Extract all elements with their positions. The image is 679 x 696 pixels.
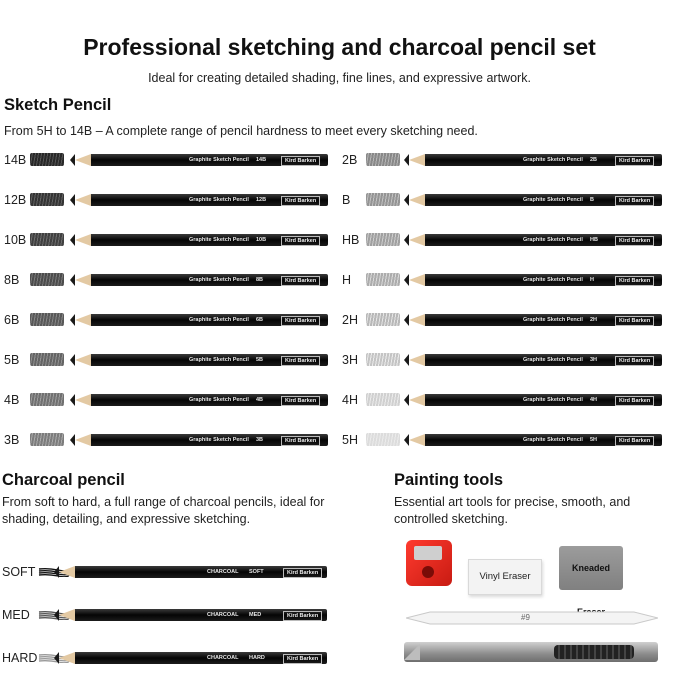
sketch-pencil-brand: Kird Barken [615, 316, 654, 326]
sketch-pencil-name: Graphite Sketch Pencil [189, 157, 249, 163]
sketch-pencil-barrel [91, 274, 328, 286]
blending-stump-shape [406, 610, 658, 626]
sketch-pencil-brand: Kird Barken [281, 236, 320, 246]
sketch-pencil-barrel [425, 394, 662, 406]
sketch-pencil-grade-print: 3H [590, 357, 598, 363]
pencil-shade-swatch [30, 193, 64, 206]
pencil-shade-swatch [366, 193, 400, 206]
sketch-pencil-barrel [425, 434, 662, 446]
sketch-pencil [404, 194, 662, 206]
sketch-pencil-name: Graphite Sketch Pencil [523, 277, 583, 283]
sketch-pencil-brand: Kird Barken [615, 356, 654, 366]
sketch-pencil-barrel [425, 194, 662, 206]
sketch-pencil-name: Graphite Sketch Pencil [189, 277, 249, 283]
sketch-pencil-barrel [91, 234, 328, 246]
pencil-grade-label: 3B [4, 433, 20, 447]
sketch-pencil [404, 434, 662, 446]
sketch-pencil-wood [409, 154, 425, 166]
charcoal-pencil-brand: Kird Barken [283, 568, 322, 578]
sketch-pencil-brand: Kird Barken [281, 396, 320, 406]
pencil-shade-swatch [30, 393, 64, 406]
sketch-pencil-wood [75, 234, 91, 246]
sketch-pencil-wood [75, 394, 91, 406]
sketch-pencil-name: Graphite Sketch Pencil [523, 357, 583, 363]
sketch-pencil-barrel [425, 274, 662, 286]
sketch-pencil-wood [409, 274, 425, 286]
sketch-pencil-grade-print: 3B [256, 437, 264, 443]
pencil-shade-swatch [30, 353, 64, 366]
sketch-pencil-grade-print: B [590, 197, 594, 203]
sketch-pencil-wood [409, 394, 425, 406]
sketch-pencil-name: Graphite Sketch Pencil [523, 197, 583, 203]
sketch-pencil [404, 354, 662, 366]
sketch-pencil [404, 314, 662, 326]
vinyl-eraser: Vinyl Eraser [468, 559, 542, 595]
pencil-shade-swatch [366, 393, 400, 406]
sharpener-hole [422, 566, 434, 578]
pencil-grade-label: 2B [342, 153, 358, 167]
pencil-shade-swatch [30, 313, 64, 326]
sketch-pencil-barrel [91, 314, 328, 326]
charcoal-pencil-wood [59, 652, 75, 664]
pencil-grade-label: 6B [4, 313, 20, 327]
sketch-pencil-name: Graphite Sketch Pencil [189, 357, 249, 363]
sketch-pencil-brand: Kird Barken [615, 396, 654, 406]
pencil-shade-swatch [366, 433, 400, 446]
utility-knife-blade [404, 644, 420, 660]
sketch-pencil-name: Graphite Sketch Pencil [189, 197, 249, 203]
tools-description-line-1: Essential art tools for precise, smooth, and [394, 495, 631, 509]
pencil-shade-swatch [366, 233, 400, 246]
sketch-pencil-name: Graphite Sketch Pencil [189, 397, 249, 403]
sketch-pencil-wood [409, 354, 425, 366]
pencil-grade-label: HB [342, 233, 360, 247]
charcoal-description-line-2: shading, detailing, and expressive sketching. [2, 512, 251, 526]
sketch-pencil-grade-print: 12B [256, 197, 267, 203]
sketch-pencil [404, 154, 662, 166]
charcoal-pencil-barrel [75, 652, 327, 664]
tools-section-title: Painting tools [394, 471, 504, 489]
sketch-pencil-wood [75, 194, 91, 206]
sketch-pencil-grade-print: 4B [256, 397, 264, 403]
pencil-grade-label: B [342, 193, 351, 207]
charcoal-section-title: Charcoal pencil [2, 471, 125, 489]
sketch-pencil-barrel [91, 394, 328, 406]
sketch-pencil-grade-print: 6B [256, 317, 264, 323]
sketch-pencil [70, 154, 328, 166]
sketch-pencil-name: Graphite Sketch Pencil [523, 157, 583, 163]
pencil-grade-label: 8B [4, 273, 20, 287]
sketch-pencil-grade-print: 14B [256, 157, 267, 163]
blending-stump [406, 610, 658, 626]
sketch-pencil-wood [409, 194, 425, 206]
sketch-pencil-grade-print: HB [590, 237, 598, 243]
pencil-grade-label: H [342, 273, 352, 287]
sketch-pencil-wood [75, 354, 91, 366]
sketch-pencil-brand: Kird Barken [281, 356, 320, 366]
charcoal-pencil [54, 566, 327, 578]
tools-description-line-2: controlled sketching. [394, 512, 508, 526]
sketch-pencil-barrel [425, 314, 662, 326]
sketch-pencil [404, 274, 662, 286]
sketch-pencil [70, 394, 328, 406]
sketch-pencil-brand: Kird Barken [615, 196, 654, 206]
sketch-pencil-wood [75, 274, 91, 286]
sketch-pencil-wood [75, 154, 91, 166]
sketch-pencil-wood [409, 434, 425, 446]
charcoal-pencil-grade-print: MED [249, 612, 262, 618]
charcoal-pencil-wood [59, 609, 75, 621]
pencil-shade-swatch [30, 233, 64, 246]
sketch-pencil-name: Graphite Sketch Pencil [523, 237, 583, 243]
charcoal-grade-label: SOFT [2, 565, 36, 579]
sharpener-blade [414, 546, 442, 560]
sketch-pencil-name: Graphite Sketch Pencil [523, 317, 583, 323]
sketch-section-description: From 5H to 14B – A complete range of pencil hardness to meet every sketching need. [4, 124, 478, 138]
pencil-grade-label: 3H [342, 353, 358, 367]
charcoal-pencil [54, 609, 327, 621]
sketch-pencil-grade-print: 2H [590, 317, 598, 323]
pencil-grade-label: 5H [342, 433, 358, 447]
sketch-pencil-brand: Kird Barken [615, 236, 654, 246]
sketch-pencil-barrel [91, 194, 328, 206]
charcoal-description-line-1: From soft to hard, a full range of charcoal pencils, ideal for [2, 495, 325, 509]
sketch-pencil-brand: Kird Barken [615, 276, 654, 286]
page-subtitle: Ideal for creating detailed shading, fine lines, and expressive artwork. [148, 71, 531, 85]
pencil-grade-label: 4H [342, 393, 358, 407]
charcoal-pencil-name: CHARCOAL [207, 655, 239, 661]
sketch-pencil-brand: Kird Barken [281, 156, 320, 166]
sketch-pencil-barrel [425, 154, 662, 166]
pencil-sharpener [406, 540, 452, 586]
sketch-pencil-brand: Kird Barken [281, 316, 320, 326]
sketch-pencil [70, 274, 328, 286]
sketch-pencil-barrel [425, 354, 662, 366]
sketch-pencil-grade-print: 4H [590, 397, 598, 403]
sketch-pencil [404, 234, 662, 246]
kneaded-eraser: Kneaded [559, 546, 623, 590]
charcoal-pencil-brand: Kird Barken [283, 654, 322, 664]
sketch-pencil-wood [409, 234, 425, 246]
charcoal-grade-label: MED [2, 608, 30, 622]
sketch-pencil-barrel [91, 154, 328, 166]
sketch-section-title: Sketch Pencil [4, 96, 112, 114]
charcoal-pencil-brand: Kird Barken [283, 611, 322, 621]
sketch-pencil-brand: Kird Barken [281, 276, 320, 286]
pencil-shade-swatch [30, 153, 64, 166]
utility-knife [404, 642, 658, 662]
pencil-shade-swatch [366, 273, 400, 286]
charcoal-pencil-barrel [75, 566, 327, 578]
sketch-pencil-name: Graphite Sketch Pencil [523, 397, 583, 403]
page-title: Professional sketching and charcoal pencil set [83, 34, 596, 60]
pencil-grade-label: 5B [4, 353, 20, 367]
sketch-pencil-brand: Kird Barken [281, 436, 320, 446]
charcoal-pencil-grade-print: HARD [249, 655, 265, 661]
sketch-pencil [70, 194, 328, 206]
sketch-pencil-grade-print: H [590, 277, 594, 283]
sketch-pencil-brand: Kird Barken [615, 436, 654, 446]
sketch-pencil-brand: Kird Barken [281, 196, 320, 206]
charcoal-section-description [2, 494, 324, 528]
utility-knife-grip [554, 645, 634, 659]
pencil-grade-label: 2H [342, 313, 358, 327]
pencil-grade-label: 12B [4, 193, 27, 207]
pencil-shade-swatch [366, 313, 400, 326]
sketch-pencil-brand: Kird Barken [615, 156, 654, 166]
charcoal-pencil-name: CHARCOAL [207, 569, 239, 575]
sketch-pencil-barrel [91, 354, 328, 366]
sketch-pencil [70, 354, 328, 366]
blending-stump-label: #9 [521, 613, 530, 622]
sketch-pencil-name: Graphite Sketch Pencil [189, 437, 249, 443]
pencil-grade-label: 4B [4, 393, 20, 407]
charcoal-pencil-barrel [75, 609, 327, 621]
sketch-pencil-grade-print: 2B [590, 157, 598, 163]
sketch-pencil-wood [75, 314, 91, 326]
charcoal-pencil-grade-print: SOFT [249, 569, 264, 575]
sketch-pencil [70, 314, 328, 326]
pencil-shade-swatch [30, 273, 64, 286]
pencil-shade-swatch [366, 353, 400, 366]
charcoal-pencil [54, 652, 327, 664]
tools-section-description [394, 494, 630, 528]
sketch-pencil [70, 234, 328, 246]
sketch-pencil-grade-print: 5H [590, 437, 598, 443]
charcoal-pencil-name: CHARCOAL [207, 612, 239, 618]
sketch-pencil-grade-print: 8B [256, 277, 264, 283]
sketch-pencil-name: Graphite Sketch Pencil [189, 237, 249, 243]
sketch-pencil-name: Graphite Sketch Pencil [523, 437, 583, 443]
pencil-shade-swatch [30, 433, 64, 446]
sketch-pencil [70, 434, 328, 446]
sketch-pencil [404, 394, 662, 406]
sketch-pencil-barrel [91, 434, 328, 446]
pencil-grade-label: 14B [4, 153, 27, 167]
charcoal-pencil-wood [59, 566, 75, 578]
pencil-shade-swatch [366, 153, 400, 166]
sketch-pencil-wood [75, 434, 91, 446]
sketch-pencil-grade-print: 5B [256, 357, 264, 363]
sketch-pencil-name: Graphite Sketch Pencil [189, 317, 249, 323]
charcoal-grade-label: HARD [2, 651, 38, 665]
pencil-grade-label: 10B [4, 233, 27, 247]
sketch-pencil-barrel [425, 234, 662, 246]
sketch-pencil-grade-print: 10B [256, 237, 267, 243]
sketch-pencil-wood [409, 314, 425, 326]
